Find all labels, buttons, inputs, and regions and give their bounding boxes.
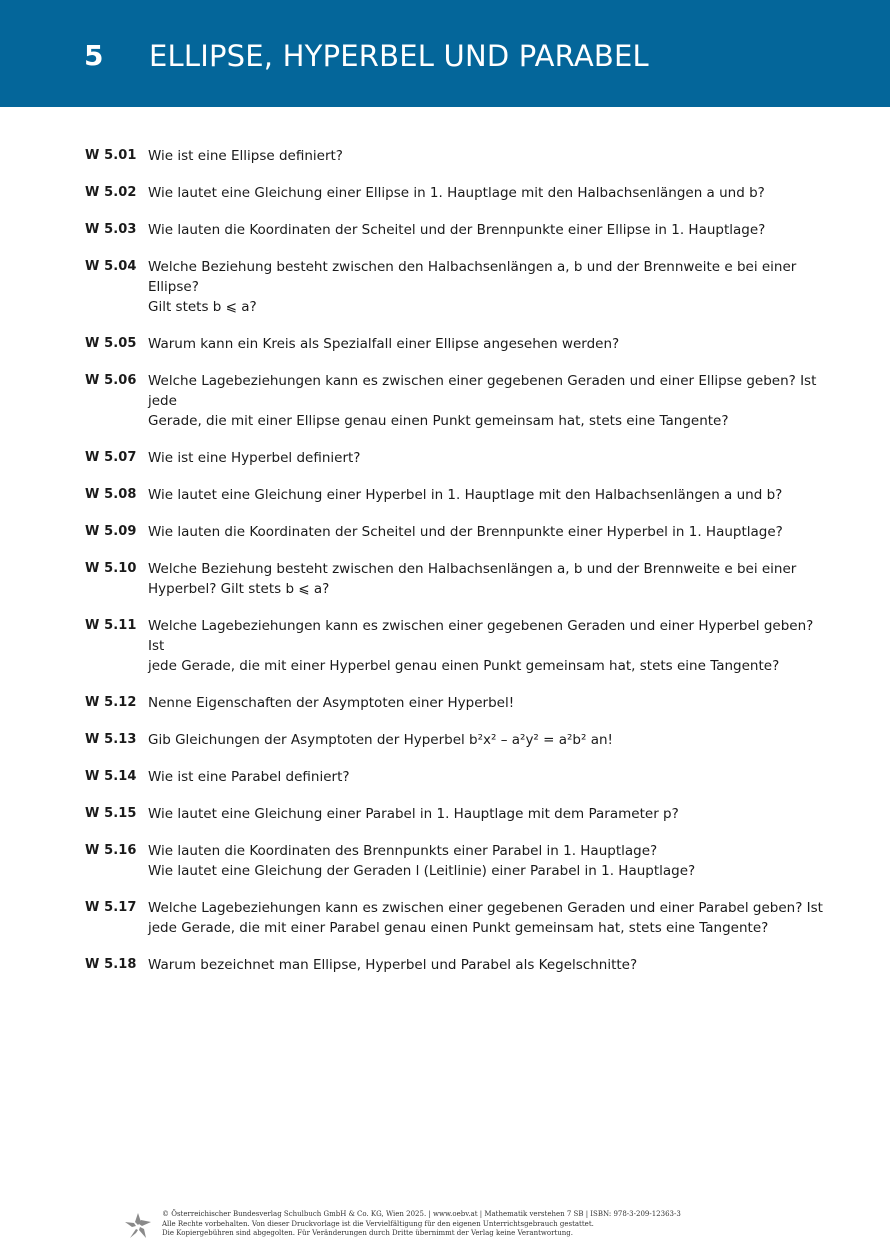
question-item [85, 371, 825, 431]
question-item [85, 183, 825, 203]
question-code: W 5.04 [85, 259, 137, 274]
footer-line: Die Kopiergebühren sind abgegolten. Für Veränderungen durch Dritte übernimmt der Verlag keine Verantwortung. [162, 1229, 573, 1237]
footer-line: © Österreichischer Bundesverlag Schulbuch GmbH & Co. KG, Wien 2025. | www.oebv.at | Mathematik verstehen 7 SB | ISBN: 978-3-209-12363-3 [162, 1210, 681, 1218]
question-code: W 5.05 [85, 336, 137, 351]
question-item [85, 730, 825, 750]
question-text: Wie lauten die Koordinaten der Scheitel und der Brennpunkte einer Hyperbel in 1. Hauptlage? [148, 524, 783, 540]
question-code: W 5.16 [85, 843, 137, 858]
question-text: Warum kann ein Kreis als Spezialfall einer Ellipse angesehen werden? [148, 336, 620, 352]
chapter-number: 5 [84, 39, 104, 72]
question-item [85, 220, 825, 240]
question-item [85, 146, 825, 166]
question-item [85, 448, 825, 468]
publisher-logo-icon [124, 1212, 152, 1240]
question-list [85, 146, 825, 992]
chapter-title: ELLIPSE, HYPERBEL UND PARABEL [149, 39, 649, 73]
question-code: W 5.07 [85, 450, 137, 465]
question-code: W 5.18 [85, 957, 137, 972]
question-item [85, 559, 825, 599]
question-item [85, 257, 825, 317]
footer-text [162, 1210, 681, 1239]
question-item [85, 693, 825, 713]
question-item [85, 898, 825, 938]
question-text: Wie lauten die Koordinaten des Brennpunkts einer Parabel in 1. Hauptlage? Wie lautet eine Gleichung der Geraden l (Leitlinie) einer Parabel in 1. Hauptlage? [148, 843, 696, 879]
question-text: Welche Beziehung besteht zwischen den Halbachsenlängen a, b und der Brennweite e bei einer Hyperbel? Gilt stets b ⩽ a? [148, 561, 797, 597]
question-text: Wie ist eine Parabel definiert? [148, 769, 350, 785]
question-code: W 5.12 [85, 695, 137, 710]
question-code: W 5.13 [85, 732, 137, 747]
question-code: W 5.11 [85, 618, 137, 633]
question-item [85, 955, 825, 975]
question-text: Wie lauten die Koordinaten der Scheitel und der Brennpunkte einer Ellipse in 1. Hauptlage? [148, 222, 766, 238]
question-item [85, 522, 825, 542]
question-code: W 5.17 [85, 900, 137, 915]
question-code: W 5.14 [85, 769, 137, 784]
question-code: W 5.08 [85, 487, 137, 502]
question-code: W 5.06 [85, 373, 137, 388]
question-text: Welche Beziehung besteht zwischen den Halbachsenlängen a, b und der Brennweite e bei einer Ellipse? Gilt stets b ⩽ a? [148, 259, 797, 315]
question-item [85, 485, 825, 505]
question-code: W 5.15 [85, 806, 137, 821]
question-code: W 5.10 [85, 561, 137, 576]
chapter-header [0, 0, 890, 107]
question-text: Wie lautet eine Gleichung einer Hyperbel in 1. Hauptlage mit den Halbachsenlängen a und b? [148, 487, 783, 503]
question-text: Welche Lagebeziehungen kann es zwischen einer gegebenen Geraden und einer Ellipse geben? Ist jede Gerade, die mit einer Ellipse genau einen Punkt gemeinsam hat, stets eine Tangente? [148, 373, 817, 429]
question-text: Welche Lagebeziehungen kann es zwischen einer gegebenen Geraden und einer Parabel geben? Ist jede Gerade, die mit einer Parabel genau einen Punkt gemeinsam hat, stets eine Tangente? [148, 900, 823, 936]
question-code: W 5.09 [85, 524, 137, 539]
question-item [85, 334, 825, 354]
question-text: Warum bezeichnet man Ellipse, Hyperbel und Parabel als Kegelschnitte? [148, 957, 638, 973]
question-code: W 5.03 [85, 222, 137, 237]
question-code: W 5.01 [85, 148, 137, 163]
footer-line: Alle Rechte vorbehalten. Von dieser Druckvorlage ist die Vervielfältigung für den eigenen Unterrichtsgebrauch gestattet. [162, 1219, 594, 1228]
question-item [85, 767, 825, 787]
question-text: Nenne Eigenschaften der Asymptoten einer Hyperbel! [148, 695, 515, 711]
question-code: W 5.02 [85, 185, 137, 200]
question-text: Wie lautet eine Gleichung einer Ellipse in 1. Hauptlage mit den Halbachsenlängen a und b? [148, 185, 765, 201]
question-item [85, 841, 825, 881]
question-text: Welche Lagebeziehungen kann es zwischen einer gegebenen Geraden und einer Hyperbel geben? Ist jede Gerade, die mit einer Hyperbel genau einen Punkt gemeinsam hat, stets eine Tangente? [148, 618, 814, 674]
copyright-footer [124, 1210, 724, 1242]
question-text: Wie lautet eine Gleichung einer Parabel in 1. Hauptlage mit dem Parameter p? [148, 806, 679, 822]
question-item [85, 804, 825, 824]
question-text: Wie ist eine Ellipse definiert? [148, 148, 343, 164]
question-text: Gib Gleichungen der Asymptoten der Hyperbel b²x² – a²y² = a²b² an! [148, 732, 613, 748]
question-text: Wie ist eine Hyperbel definiert? [148, 450, 361, 466]
question-item [85, 616, 825, 676]
